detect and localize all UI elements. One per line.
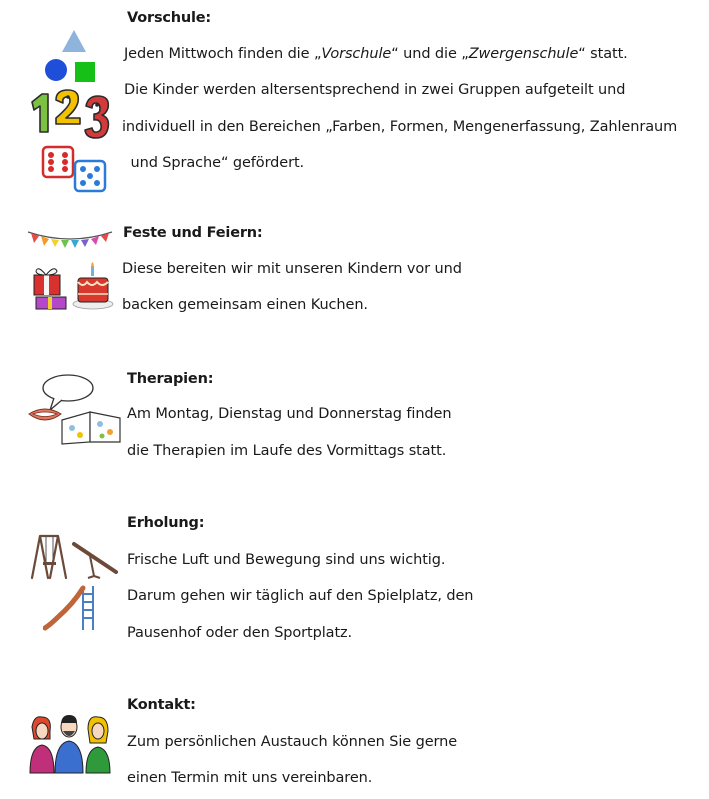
gift-icon xyxy=(28,265,72,313)
shapes-icon xyxy=(40,28,100,86)
section-line: Die Kinder werden altersentsprechend in zwei Gruppen aufgeteilt und xyxy=(124,82,626,98)
seesaw-icon xyxy=(72,540,118,580)
section-line: Zum persönlichen Austauch können Sie gerne xyxy=(127,734,458,750)
section-title: Therapien: xyxy=(127,371,214,387)
swing-icon xyxy=(28,532,70,580)
section-line: Am Montag, Dienstag und Donnerstag finden xyxy=(127,406,452,422)
section-line: die Therapien im Laufe des Vormittags statt. xyxy=(127,443,447,459)
section-line: Jeden Mittwoch finden die „Vorschule“ und die „Zwergenschule“ statt. xyxy=(124,46,628,62)
section-line: backen gemeinsam einen Kuchen. xyxy=(122,297,368,313)
numbers-icon xyxy=(26,88,116,140)
people-icon xyxy=(26,713,112,775)
mouth-icon xyxy=(27,404,63,426)
dice-icon xyxy=(40,145,110,195)
section-title: Erholung: xyxy=(127,515,205,531)
section-line: Frische Luft und Bewegung sind uns wichtig. xyxy=(127,552,446,568)
section-vorschule xyxy=(0,0,709,200)
section-line: einen Termin mit uns vereinbaren. xyxy=(127,770,373,786)
section-line: Diese bereiten wir mit unseren Kindern vor und xyxy=(122,261,462,277)
section-title: Vorschule: xyxy=(127,10,212,26)
section-line: Darum gehen wir täglich auf den Spielplatz, den xyxy=(127,588,474,604)
section-title: Kontakt: xyxy=(127,697,196,713)
section-line: individuell in den Bereichen „Farben, Formen, Mengenerfassung, Zahlenraum xyxy=(122,119,678,135)
slide-icon xyxy=(43,584,101,632)
section-title: Feste und Feiern: xyxy=(123,225,263,241)
bunting-icon xyxy=(26,228,114,250)
birthday-cake-icon xyxy=(72,262,114,310)
picture-book-icon xyxy=(60,408,122,446)
section-line: Pausenhof oder den Sportplatz. xyxy=(127,625,353,641)
section-line: und Sprache“ gefördert. xyxy=(126,155,305,171)
